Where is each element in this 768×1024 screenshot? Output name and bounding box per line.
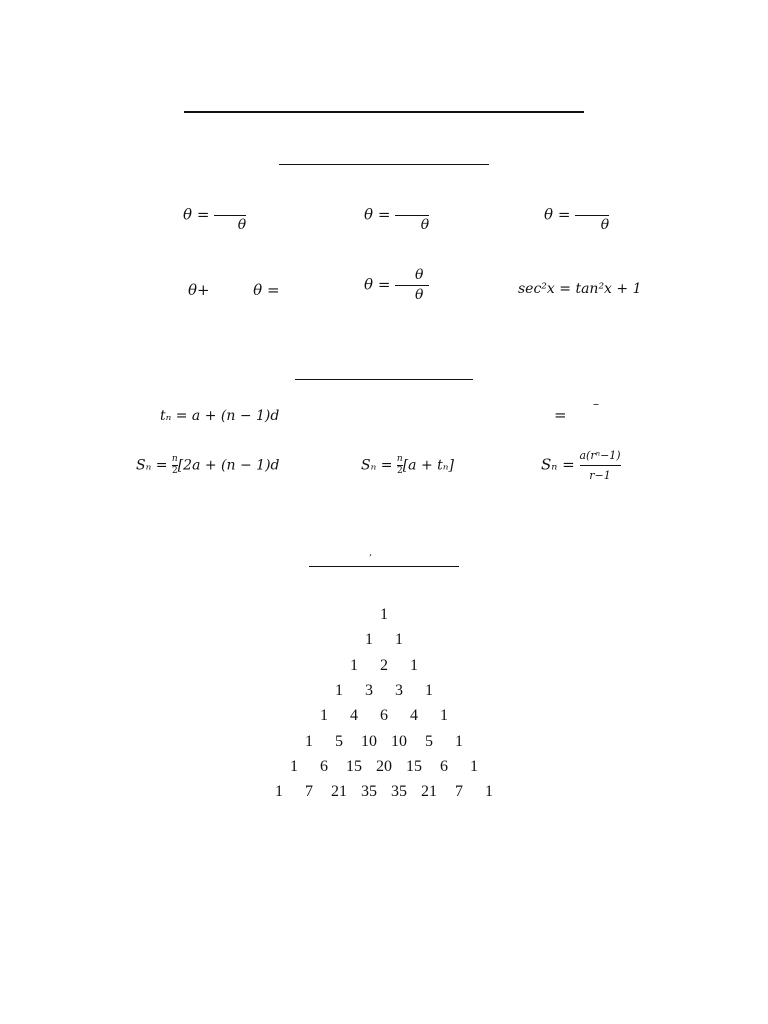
- pascal-entry: 1: [410, 657, 418, 674]
- arithmetic-sum-formula-1: $S_n = \frac{n}{2}[2a + (n - 1)d$: [136, 454, 280, 476]
- pascal-entry: 4: [410, 707, 418, 724]
- pascal-entry: 6: [320, 758, 328, 775]
- pascal-section-heading-underline: [309, 566, 459, 567]
- pascal-entry: 7: [305, 783, 313, 800]
- pascal-entry: 1: [290, 758, 298, 775]
- pascal-entry: 10: [391, 733, 407, 750]
- trig-section-heading-underline: [279, 164, 489, 165]
- pascal-entry: 6: [440, 758, 448, 775]
- pascal-entry: 1: [440, 707, 448, 724]
- pascal-entry: 15: [406, 758, 422, 775]
- pascal-entry: 7: [455, 783, 463, 800]
- tan-identity: θ = $\frac{\theta}{\theta}$: [364, 268, 429, 303]
- pythagorean-identity: θ+ θ =: [188, 281, 280, 299]
- trig-ratio-3: θ = θ: [544, 205, 610, 233]
- pascal-entry: 1: [335, 682, 343, 699]
- pascal-row: [0, 733, 768, 751]
- pascal-entry: 6: [380, 707, 388, 724]
- pascal-entry: 1: [365, 631, 373, 648]
- sec-tan-identity: sec²x = tan²x + 1: [518, 281, 642, 297]
- pascal-entry: 1: [350, 657, 358, 674]
- pascal-entry: 21: [331, 783, 347, 800]
- pascal-entry: 1: [395, 631, 403, 648]
- trig-ratio-1: θ = θ: [183, 205, 247, 233]
- pascal-entry: 20: [376, 758, 392, 775]
- pascal-entry: 1: [320, 707, 328, 724]
- pascal-entry: 2: [380, 657, 388, 674]
- pascal-entry: 3: [395, 682, 403, 699]
- pascal-entry: 21: [421, 783, 437, 800]
- geometric-sum-formula: Sₙ = $\frac{\text{a(rⁿ−1)}}{r-1}$: [541, 449, 621, 482]
- pascal-entry: 5: [335, 733, 343, 750]
- arithmetic-nth-term: tₙ = a + (n − 1)d: [160, 408, 280, 424]
- trig-ratio-2: θ = θ: [364, 205, 430, 233]
- series-section-heading-underline: [295, 379, 473, 380]
- pascal-entry: 3: [365, 682, 373, 699]
- pascal-entry: 1: [455, 733, 463, 750]
- pascal-entry: 1: [275, 783, 283, 800]
- pascal-entry: 15: [346, 758, 362, 775]
- dash-fragment: –: [593, 397, 599, 411]
- pascal-row: [0, 657, 768, 675]
- pascal-row: [0, 758, 768, 776]
- title-rule: [184, 111, 584, 113]
- stray-comma: ,: [369, 547, 373, 558]
- pascal-entry: 4: [350, 707, 358, 724]
- pascal-entry: 35: [391, 783, 407, 800]
- pascal-entry: 1: [380, 606, 388, 623]
- pascal-row: [0, 707, 768, 725]
- pascal-row: [0, 606, 768, 624]
- pascal-entry: 35: [361, 783, 377, 800]
- pascal-entry: 1: [470, 758, 478, 775]
- pascal-entry: 1: [305, 733, 313, 750]
- pascal-row: [0, 783, 768, 801]
- pascal-entry: 1: [485, 783, 493, 800]
- equals-fragment: =: [554, 406, 567, 424]
- pascal-entry: 10: [361, 733, 377, 750]
- pascal-entry: 5: [425, 733, 433, 750]
- arithmetic-sum-formula-2: $S_n = \frac{n}{2}[a + t_n]$: [361, 454, 454, 476]
- pascal-row: [0, 631, 768, 649]
- pascal-entry: 1: [425, 682, 433, 699]
- pascal-row: [0, 682, 768, 700]
